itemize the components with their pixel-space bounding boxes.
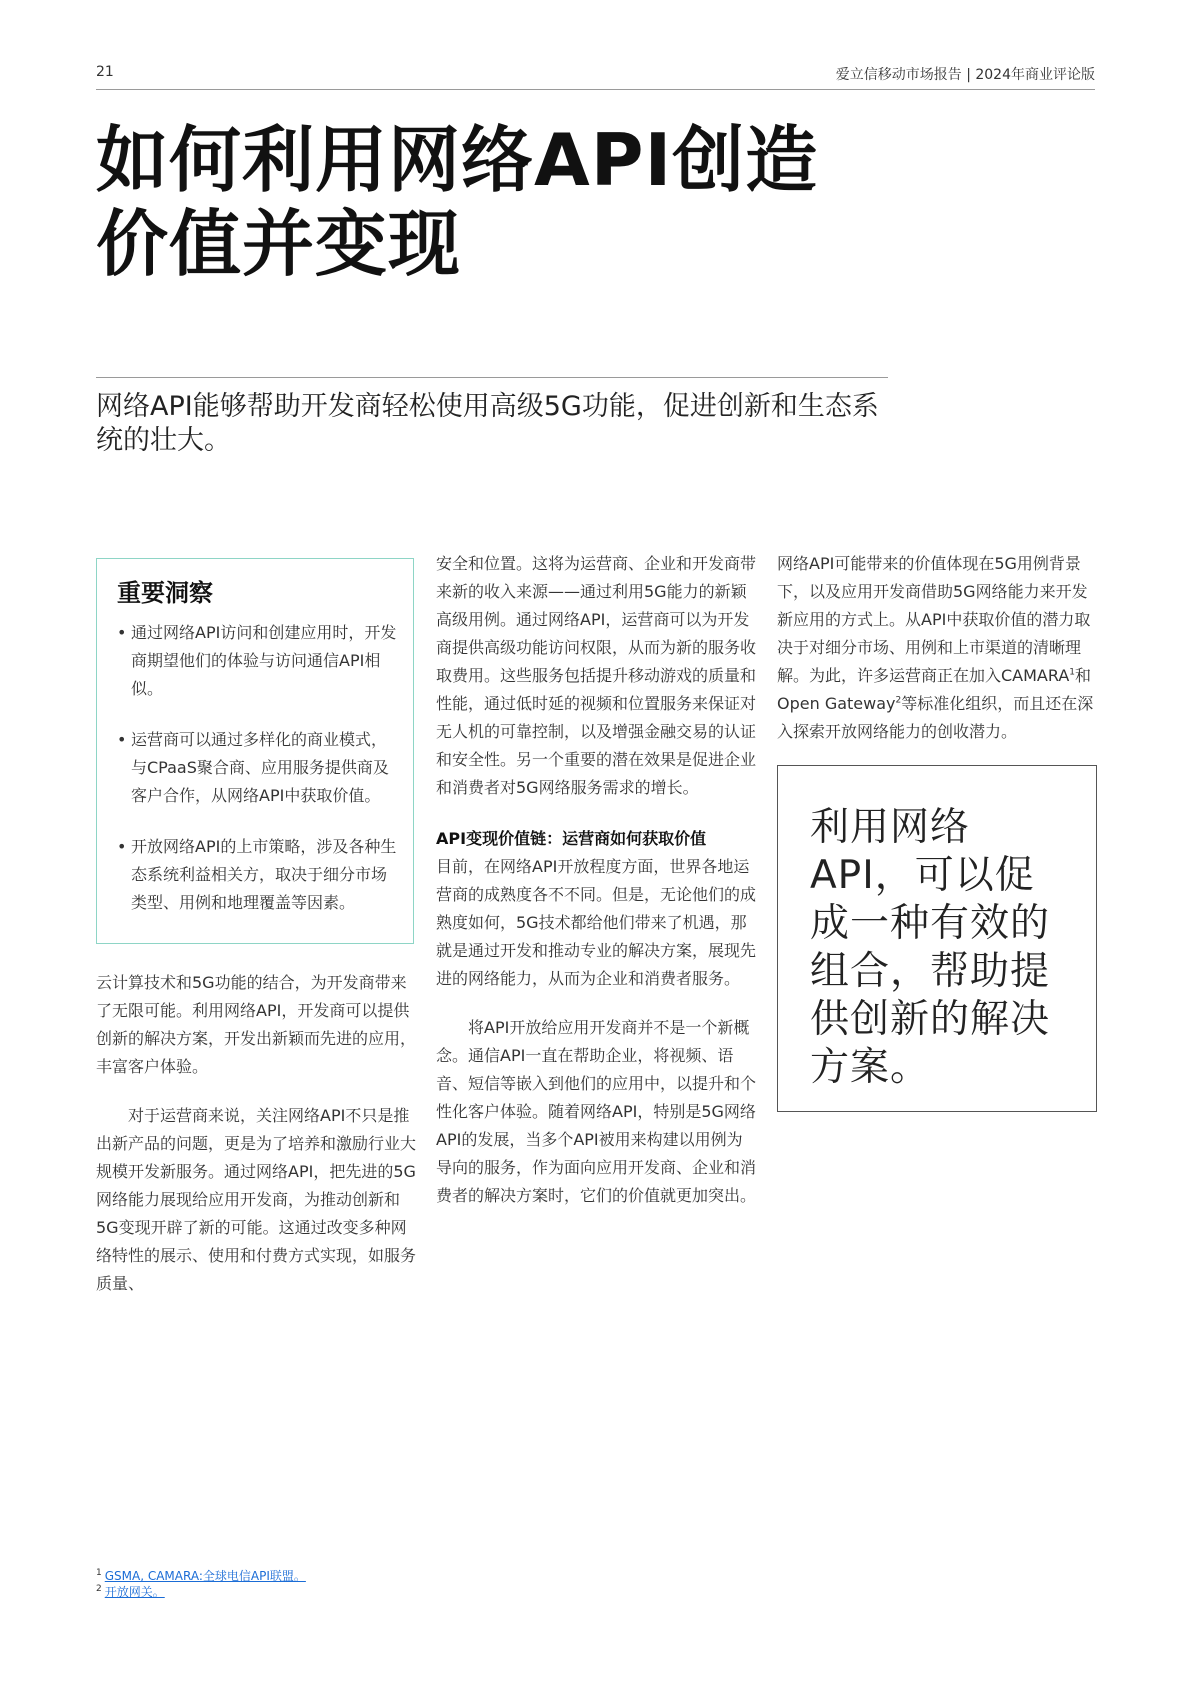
column-3	[777, 550, 1099, 746]
key-insight-item: • 运营商可以通过多样化的商业模式，与CPaaS聚合商、应用服务提供商及客户合作，从网络API中获取价值。	[117, 726, 399, 810]
body-paragraph: 目前，在网络API开放程度方面，世界各地运营商的成熟度各不不同。但是，无论他们的成熟度如何，5G技术都给他们带来了机遇，那就是通过开发和推动专业的解决方案，展现先进的网络能力，从而为企业和消费者服务。	[436, 857, 757, 988]
page-title	[96, 118, 956, 286]
pull-quote-box	[777, 765, 1097, 1112]
key-insights-heading: 重要洞察	[117, 579, 213, 607]
subtitle: 网络API能够帮助开发商轻松使用高级5G功能，促进创新和生态系统的壮大。	[96, 391, 879, 456]
key-insight-item: • 开放网络API的上市策略，涉及各种生态系统利益相关方，取决于细分市场类型、用例和地理覆盖等因素。	[117, 833, 399, 917]
footnote	[96, 1568, 306, 1584]
running-header: 爱立信移动市场报告 | 2024年商业评论版	[835, 67, 1095, 83]
body-text: 网络API可能带来的价值体现在5G用例背景下，以及应用开发商借助5G网络能力来开发新应用的方式上。从API中获取价值的潜力取决于对细分市场、用例和上市渠道的清晰理解。为此，许多运营商正在加入CAMARA	[777, 554, 1091, 685]
body-paragraph: 将API开放给应用开发商并不是一个新概念。通信API一直在帮助企业，将视频、语音、短信等嵌入到他们的应用中，以提升和个性化客户体验。随着网络API，特别是5G网络API的发展，当多个API被用来构建以用例为导向的服务，作为面向应用开发商、企业和消费者的解决方案时，它们的价值就更加突出。	[436, 1018, 757, 1205]
key-insights-list	[117, 619, 399, 917]
header-divider	[96, 89, 1095, 90]
page-title-line-1: 如何利用网络API创造	[96, 118, 819, 202]
body-text: 等标准化组织，而且还在深入探索开放网络能力的创收潜力。	[777, 694, 1094, 741]
footnote-link-open-gateway[interactable]: 开放网关。	[104, 1585, 165, 1599]
pull-quote: 利用网络API，可以促成一种有效的组合，帮助提供创新的解决方案。	[810, 805, 1051, 1090]
key-insights-box	[96, 558, 414, 944]
footnote	[96, 1584, 306, 1600]
footnote-number: 2	[96, 1584, 102, 1594]
footnote-number: 1	[96, 1568, 102, 1578]
footnotes	[96, 1568, 306, 1600]
body-paragraph: 云计算技术和5G功能的结合，为开发商带来了无限可能。利用网络API，开发商可以提供创新的解决方案，开发出新颖而先进的应用，丰富客户体验。	[96, 973, 417, 1076]
body-text: 和Open Gateway	[777, 666, 1092, 713]
footnote-ref-1: 1	[1069, 667, 1076, 678]
body-paragraph: 对于运营商来说，关注网络API不只是推出新产品的问题，更是为了培养和激励行业大规模开发新服务。通过网络API，把先进的5G网络能力展现给应用开发商，为推动创新和5G变现开辟了新的可能。这通过改变多种网络特性的展示、使用和付费方式实现，如服务质量、	[96, 1106, 417, 1293]
body-paragraph: 安全和位置。这将为运营商、企业和开发商带来新的收入来源——通过利用5G能力的新颖高级用例。通过网络API，运营商可以为开发商提供高级功能访问权限，从而为新的服务收取费用。这些服务包括提升移动游戏的质量和性能，通过低时延的视频和位置服务来保证对无人机的可靠控制，以及增强金融交易的认证和安全性。另一个重要的潜在效果是促进企业和消费者对5G网络服务需求的增长。	[436, 554, 757, 797]
column-1	[96, 969, 418, 1298]
footnote-ref-2: 2	[895, 695, 902, 706]
section-subheading: API变现价值链：运营商如何获取价值	[436, 829, 707, 848]
body-paragraph	[777, 550, 1099, 746]
page-title-line-2: 价值并变现	[96, 202, 462, 286]
page-number: 21	[96, 64, 114, 80]
column-2	[436, 550, 758, 1210]
subtitle-divider	[96, 377, 888, 378]
footnote-link-camara[interactable]: GSMA, CAMARA:全球电信API联盟。	[104, 1569, 306, 1583]
key-insight-item: • 通过网络API访问和创建应用时，开发商期望他们的体验与访问通信API相似。	[117, 619, 399, 703]
